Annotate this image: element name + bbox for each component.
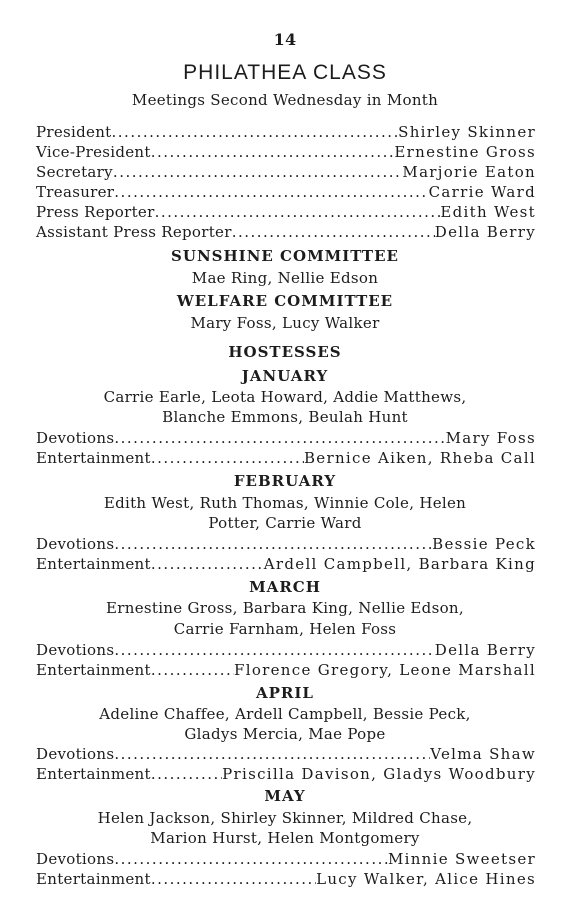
devotions-row [36, 428, 536, 448]
class-title: PHILATHEA CLASS [183, 61, 387, 84]
hostess-names: Helen Jackson, Shirley Skinner, Mildred Chase, [97, 809, 473, 827]
officer-row-secretary [36, 162, 536, 182]
officer-row-president [36, 122, 536, 142]
hostess-names: Blanche Emmons, Beulah Hunt [162, 408, 408, 426]
devotions-row [36, 744, 536, 764]
welfare-committee-heading: WELFARE COMMITTEE [176, 292, 394, 310]
officer-role: Press Reporter [36, 203, 155, 221]
hostess-names: Potter, Carrie Ward [208, 514, 362, 532]
devotions-row [36, 534, 536, 554]
officer-name: Ernestine Gross [394, 143, 536, 161]
officer-name: Marjorie Eaton [402, 163, 536, 181]
hostess-names: Carrie Farnham, Helen Foss [173, 620, 397, 638]
entertainment-label: Entertainment [36, 449, 151, 467]
officer-name: Della Berry [434, 223, 536, 241]
officer-row-treasurer [36, 182, 536, 202]
leader-dots [232, 222, 435, 242]
entertainment-row [36, 764, 536, 784]
month-heading: APRIL [256, 684, 314, 702]
entertainment-label: Entertainment [36, 661, 151, 679]
officer-row-press-reporter [36, 202, 536, 222]
leader-dots [114, 534, 432, 554]
officer-row-vice-president [36, 142, 536, 162]
entertainment-leaders: Florence Gregory, Leone Marshall [234, 661, 536, 679]
devotions-row [36, 849, 536, 869]
hostess-names: Edith West, Ruth Thomas, Winnie Cole, Helen [103, 494, 467, 512]
leader-dots [114, 428, 445, 448]
leader-dots [114, 744, 430, 764]
officer-name: Edith West [440, 203, 536, 221]
month-heading: MARCH [249, 578, 321, 596]
leader-dots [113, 162, 402, 182]
entertainment-leaders: Bernice Aiken, Rheba Call [303, 449, 536, 467]
officer-name: Shirley Skinner [398, 123, 536, 141]
officer-role: Vice-President [36, 143, 151, 161]
devotions-label: Devotions [36, 535, 115, 553]
leader-dots [114, 849, 388, 869]
welfare-committee-members: Mary Foss, Lucy Walker [190, 314, 380, 332]
entertainment-leaders: Priscilla Davison, Gladys Woodbury [222, 765, 536, 783]
leader-dots [151, 764, 222, 784]
leader-dots [151, 660, 234, 680]
devotions-leader: Della Berry [434, 641, 536, 659]
leader-dots [155, 202, 441, 222]
devotions-row [36, 640, 536, 660]
entertainment-label: Entertainment [36, 870, 151, 888]
officer-role: Treasurer [36, 183, 115, 201]
month-heading: JANUARY [241, 367, 329, 385]
entertainment-row [36, 660, 536, 680]
sunshine-committee-heading: SUNSHINE COMMITTEE [171, 247, 399, 265]
entertainment-row [36, 554, 536, 574]
hostesses-heading: HOSTESSES [228, 343, 342, 361]
entertainment-label: Entertainment [36, 555, 151, 573]
sunshine-committee-members: Mae Ring, Nellie Edson [191, 269, 379, 287]
hostess-names: Ernestine Gross, Barbara King, Nellie Edson, [106, 599, 464, 617]
officer-role: Secretary [36, 163, 113, 181]
officer-role: Assistant Press Reporter [36, 223, 232, 241]
entertainment-leaders: Ardell Campbell, Barbara King [263, 555, 536, 573]
devotions-label: Devotions [36, 745, 115, 763]
entertainment-row [36, 869, 536, 889]
meeting-schedule: Meetings Second Wednesday in Month [131, 91, 439, 109]
devotions-leader: Bessie Peck [432, 535, 536, 553]
leader-dots [114, 182, 428, 202]
hostess-names: Marion Hurst, Helen Montgomery [150, 829, 420, 847]
leader-dots [151, 554, 264, 574]
devotions-label: Devotions [36, 641, 115, 659]
devotions-label: Devotions [36, 429, 115, 447]
page-number: 14 [273, 30, 297, 49]
leader-dots [151, 142, 395, 162]
devotions-label: Devotions [36, 850, 115, 868]
month-heading: FEBRUARY [233, 472, 337, 490]
entertainment-row [36, 448, 536, 468]
leader-dots [114, 640, 434, 660]
hostess-names: Adeline Chaffee, Ardell Campbell, Bessie Peck, [99, 705, 471, 723]
officer-role: President [36, 123, 112, 141]
officer-row-assistant-press-reporter [36, 222, 536, 242]
entertainment-label: Entertainment [36, 765, 151, 783]
devotions-leader: Minnie Sweetser [387, 850, 536, 868]
entertainment-leaders: Lucy Walker, Alice Hines [316, 870, 536, 888]
leader-dots [151, 869, 316, 889]
month-heading: MAY [264, 787, 306, 805]
leader-dots [112, 122, 399, 142]
hostess-names: Carrie Earle, Leota Howard, Addie Matthews, [103, 388, 467, 406]
hostess-names: Gladys Mercia, Mae Pope [184, 725, 386, 743]
leader-dots [151, 448, 304, 468]
devotions-leader: Velma Shaw [430, 745, 536, 763]
devotions-leader: Mary Foss [445, 429, 536, 447]
officer-name: Carrie Ward [428, 183, 536, 201]
